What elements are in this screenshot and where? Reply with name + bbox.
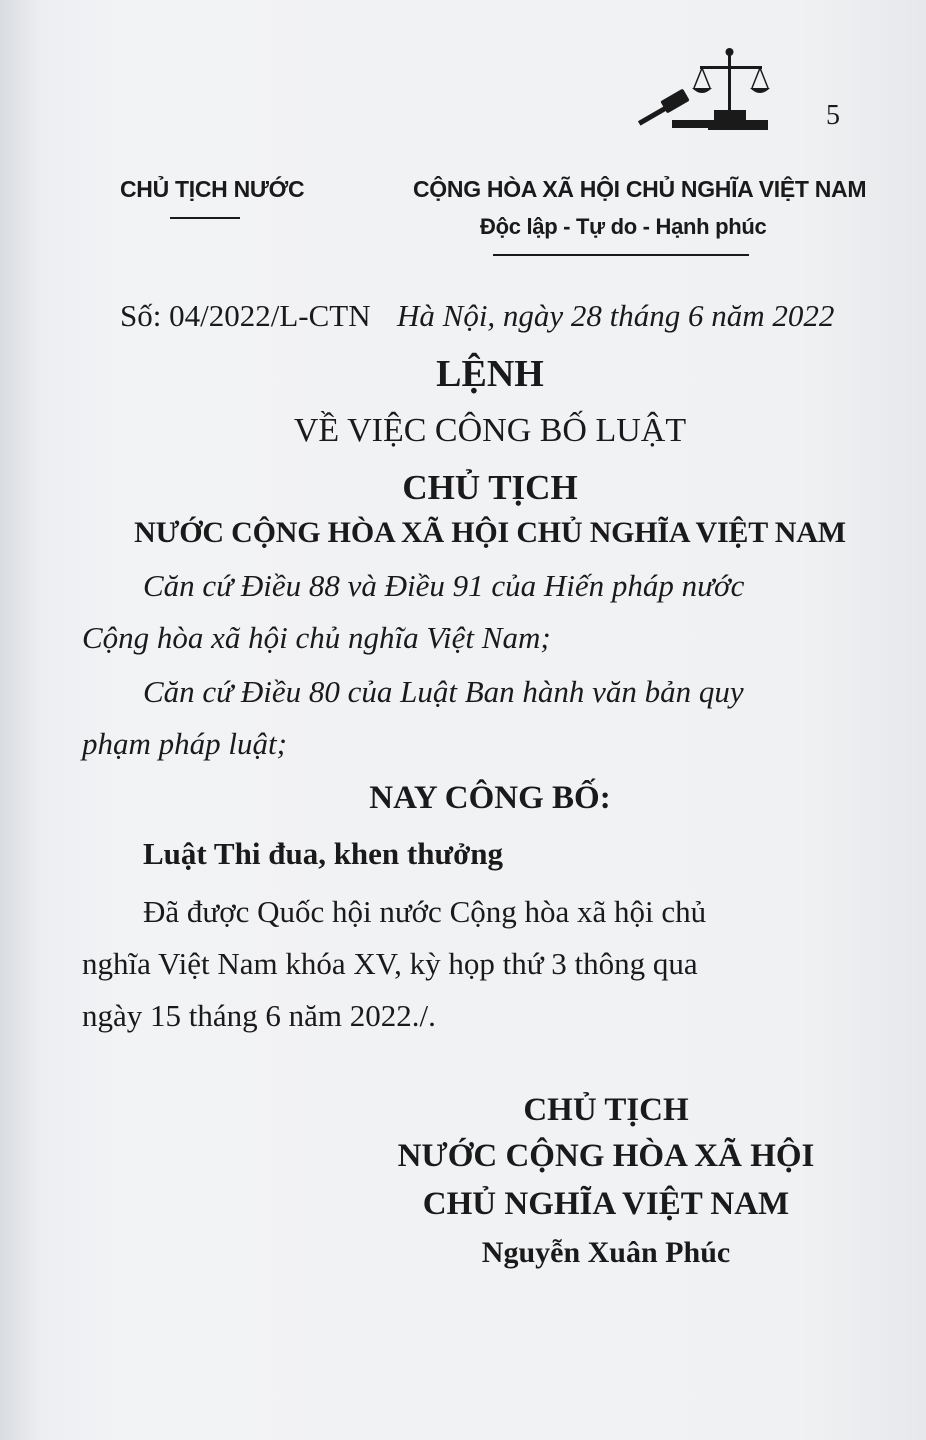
signature-title: CHỦ NGHĨA VIỆT NAM [422,1186,790,1222]
document-number: Số: 04/2022/L-CTN [120,298,371,333]
passage-line: ngày 15 tháng 6 năm 2022./. [82,998,436,1033]
place-and-date: Hà Nội, ngày 28 tháng 6 năm 2022 [397,298,835,333]
document-type: LỆNH [436,353,544,395]
signature-title: CHỦ TỊCH [523,1092,689,1128]
national-name: CỘNG HÒA XÃ HỘI CHỦ NGHĨA VIỆT NAM [413,176,867,202]
authority-underline [170,217,240,219]
issuer-full-title: NƯỚC CỘNG HÒA XÃ HỘI CHỦ NGHĨA VIỆT NAM [134,516,846,549]
signature-title: NƯỚC CỘNG HÒA XÃ HỘI [397,1138,815,1174]
national-motto: Độc lập - Tự do - Hạnh phúc [480,214,767,239]
announcement-heading: NAY CÔNG BỐ: [369,780,611,816]
issuer-title: CHỦ TỊCH [402,468,578,507]
signatory-name: Nguyễn Xuân Phúc [481,1236,731,1269]
motto-underline [493,254,749,256]
legal-basis-line: Căn cứ Điều 88 và Điều 91 của Hiến pháp nước [143,568,745,603]
law-name: Luật Thi đua, khen thưởng [143,836,503,871]
issuing-authority: CHỦ TỊCH NƯỚC [120,176,305,202]
page-number: 5 [826,100,840,131]
legal-basis-line: Căn cứ Điều 80 của Luật Ban hành văn bản quy [143,674,744,709]
document-subject: VỀ VIỆC CÔNG BỐ LUẬT [293,412,687,449]
legal-basis-line: phạm pháp luật; [82,726,287,761]
legal-basis-line: Cộng hòa xã hội chủ nghĩa Việt Nam; [82,620,551,655]
passage-line: Đã được Quốc hội nước Cộng hòa xã hội chủ [143,894,707,929]
scales-of-justice-logo [632,44,772,134]
passage-line: nghĩa Việt Nam khóa XV, kỳ họp thứ 3 thông qua [82,946,698,981]
